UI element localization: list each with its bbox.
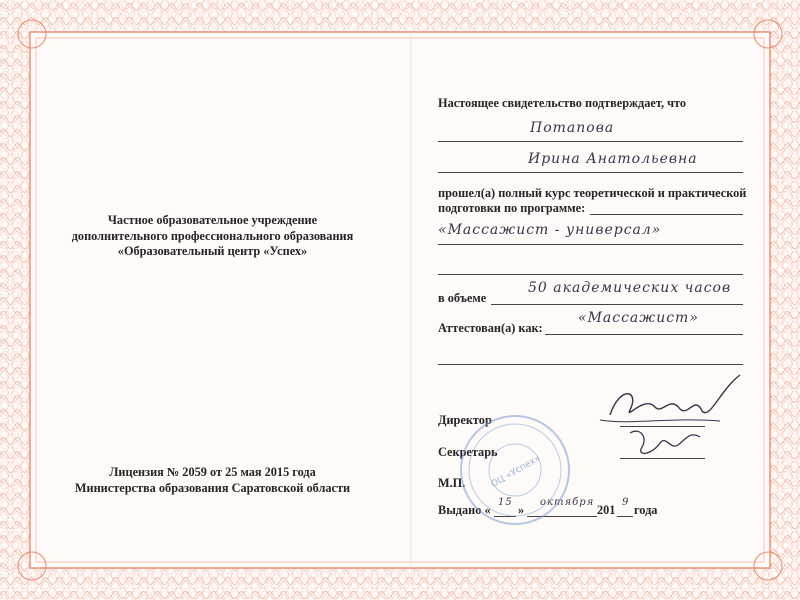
license-info	[50, 465, 375, 496]
signatures	[590, 365, 750, 475]
director-signature	[610, 375, 740, 415]
name-line	[438, 172, 743, 173]
stamp-center-text: ОЦ «Успех»	[489, 453, 543, 490]
program-line-a	[590, 214, 743, 215]
volume-label: в объеме	[438, 291, 487, 305]
issued-year-prefix: 201	[597, 503, 616, 517]
attested-label: Аттестован(а) как:	[438, 321, 543, 335]
seal-label: М.П.	[438, 476, 466, 490]
org-line-2: дополнительного профессионального образования	[71, 228, 354, 243]
secretary-label: Секретарь	[438, 445, 498, 459]
org-line-1: Частное образовательное учреждение	[107, 213, 318, 227]
surname-line	[438, 141, 743, 142]
program-line-c	[438, 274, 743, 275]
director-underline	[600, 420, 720, 422]
program-line-b	[438, 244, 743, 245]
intro-text: Настоящее свидетельство подтверждает, что	[438, 96, 687, 110]
issued-year-line	[617, 516, 633, 517]
license-line-2: Министерства образования Саратовской области	[74, 480, 351, 495]
issued-mid: »	[518, 503, 525, 517]
qualification-handwritten: «Массажист»	[578, 310, 699, 326]
issued-day: 15	[498, 497, 513, 508]
org-line-3: «Образовательный центр «Успех»	[117, 244, 308, 258]
name-handwritten: Ирина Анатольевна	[528, 151, 698, 167]
official-stamp	[455, 410, 575, 530]
qualification-line	[545, 334, 743, 335]
volume-handwritten: 50 академических часов	[528, 280, 732, 296]
course-line-2: подготовки по программе:	[438, 201, 586, 215]
surname-handwritten: Потапова	[530, 120, 615, 136]
issued-month: октября	[540, 497, 595, 508]
issued-suffix: года	[634, 503, 658, 517]
issued-year-digit: 9	[622, 497, 630, 508]
organization-name	[50, 213, 375, 260]
license-line-1: Лицензия № 2059 от 25 мая 2015 года	[109, 465, 316, 479]
fold-line	[410, 30, 412, 570]
director-label: Директор	[438, 413, 492, 427]
course-line-1: прошел(а) полный курс теоретической и практической	[438, 186, 747, 200]
volume-line	[491, 304, 743, 305]
program-handwritten: «Массажист - универсал»	[438, 222, 662, 238]
issued-prefix: Выдано «	[438, 503, 491, 517]
secretary-signature	[630, 431, 700, 453]
